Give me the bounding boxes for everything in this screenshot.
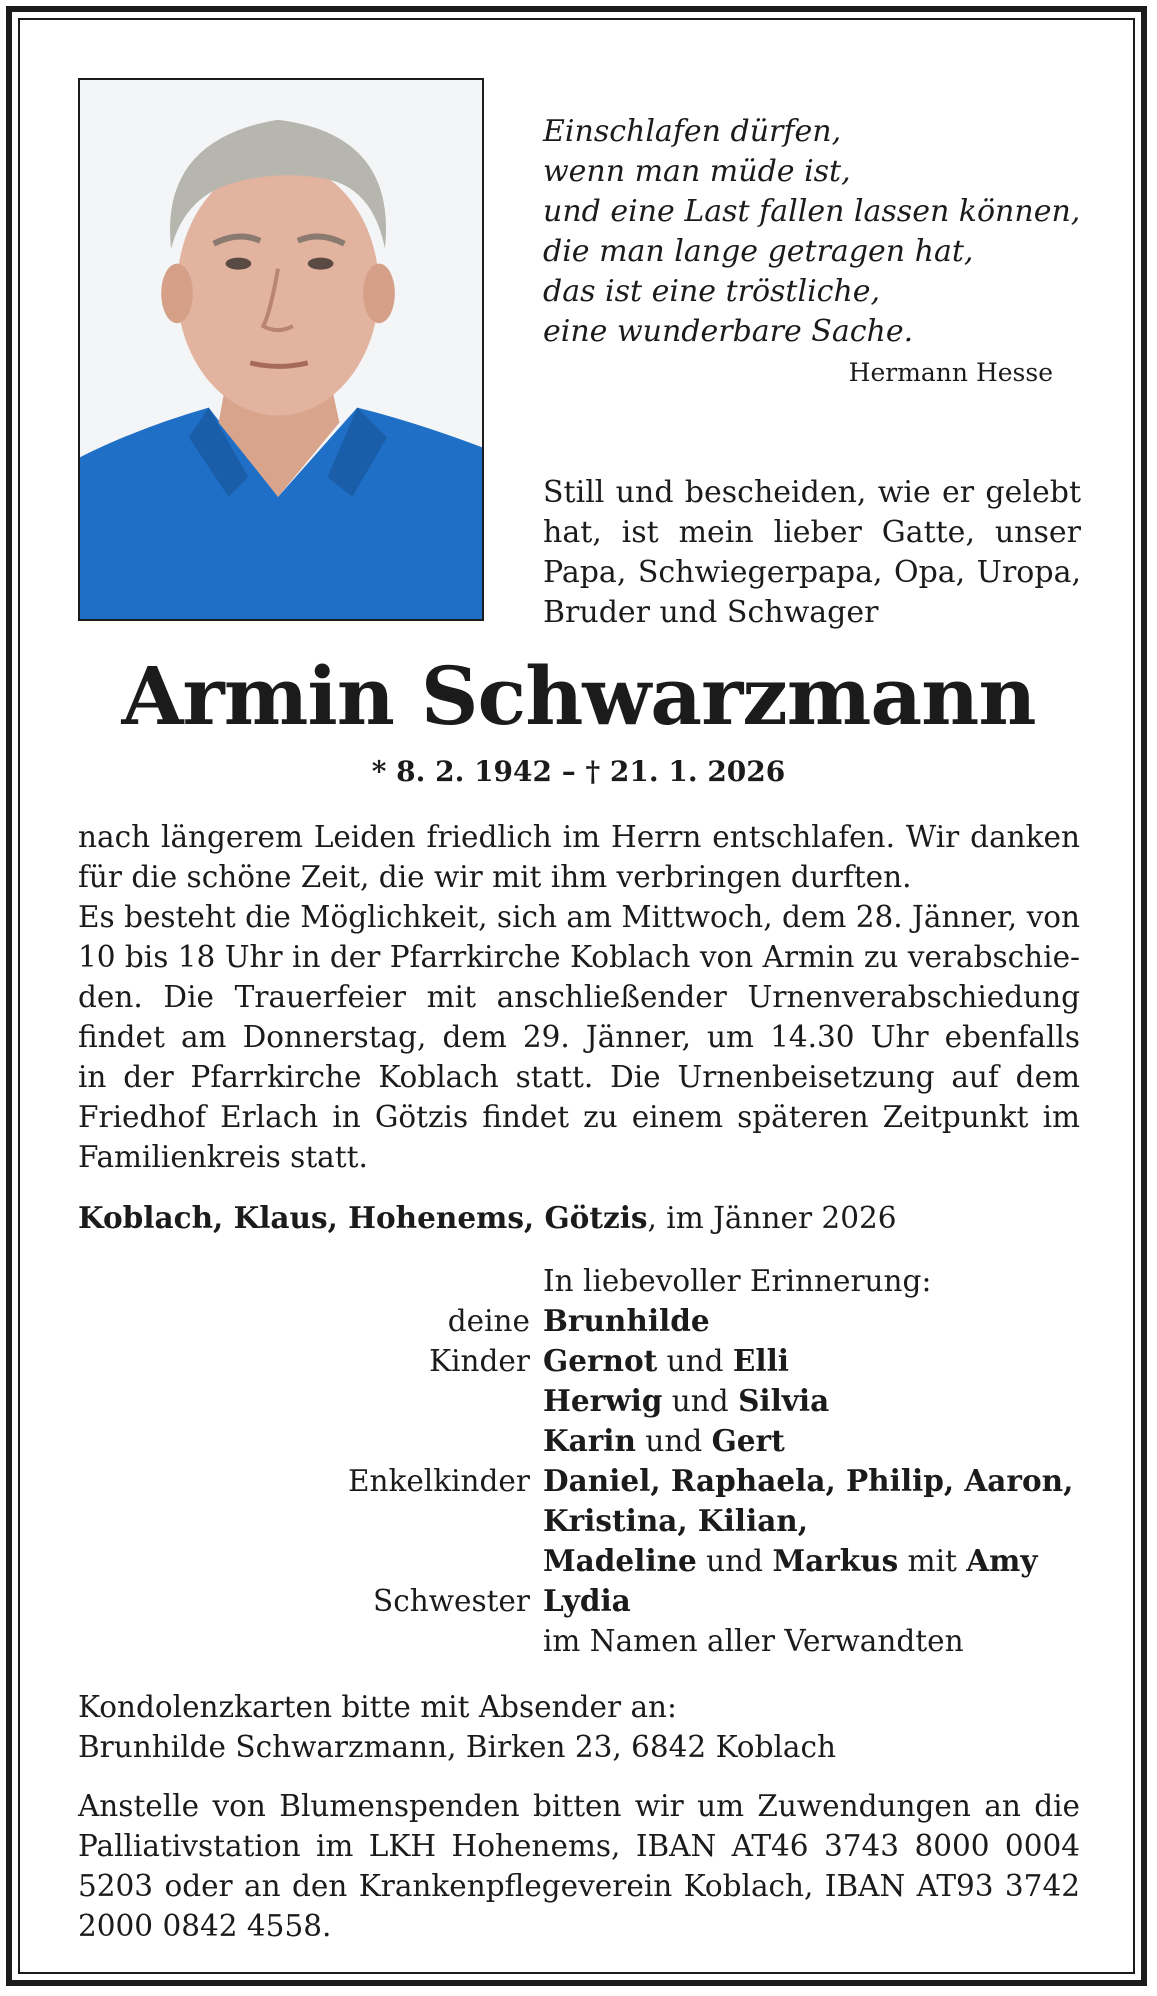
family-row: [78, 1341, 1080, 1381]
body-line: den. Die Trauerfeier mit anschließender Urnenverabschiedung: [78, 980, 1080, 1014]
family-names: [543, 1381, 829, 1421]
family-member-name: Brunhilde: [543, 1303, 710, 1338]
family-member-name: Lydia: [543, 1583, 631, 1618]
donation-line: Palliativstation im LKH Hohenems, IBAN AT46 3743 8000 0004: [78, 1829, 1080, 1863]
family-role: Enkelkinder: [347, 1464, 530, 1498]
family-names: [543, 1461, 1073, 1501]
body-line: Familienkreis statt.: [78, 1140, 368, 1174]
family-member-name: Karin: [543, 1423, 636, 1458]
family-row: [78, 1581, 1080, 1621]
body-line: Es besteht die Möglichkeit, sich am Mittwoch, dem 28. Jänner, von: [78, 900, 1080, 934]
family-list: [78, 1261, 1080, 1661]
body-line: Friedhof Erlach in Götzis findet zu einem späteren Zeitpunkt im: [78, 1100, 1080, 1134]
donation-line: 2000 0842 4558.: [78, 1909, 332, 1943]
condolence-address: [78, 1687, 1080, 1767]
poem-author: Hermann Hesse: [848, 358, 1053, 387]
donation-line: 5203 oder an den Krankenpflegeverein Koblach, IBAN AT93 3742: [78, 1869, 1080, 1903]
family-connector: mit: [898, 1544, 967, 1578]
intro-line: Papa, Schwiegerpapa, Opa, Uropa,: [543, 555, 1081, 590]
family-role: Kinder: [429, 1344, 530, 1378]
family-names: [543, 1541, 1038, 1581]
poem: [543, 112, 1081, 352]
poem-line: und eine Last fallen lassen können,: [543, 194, 1081, 229]
family-names: [543, 1501, 808, 1541]
portrait-photo: [78, 78, 484, 621]
family-member-name: Kristina, Kilian,: [543, 1503, 809, 1538]
family-row: [78, 1541, 1080, 1581]
donation-note: [78, 1786, 1080, 1946]
family-member-name: Daniel, Raphaela, Philip, Aaron,: [543, 1463, 1074, 1498]
family-names: [543, 1341, 789, 1381]
family-role: Schwester: [373, 1584, 530, 1618]
poem-line: die man lange getragen hat,: [543, 234, 974, 269]
family-member-name: Madeline: [543, 1543, 697, 1578]
place-towns: Koblach, Klaus, Hohenems, Götzis: [78, 1200, 648, 1235]
family-row: [78, 1381, 1080, 1421]
body-line: nach längerem Leiden friedlich im Herrn entschlafen. Wir danken: [78, 820, 1080, 854]
poem-line: das ist eine tröstliche,: [543, 274, 881, 309]
body-line: in der Pfarrkirche Koblach statt. Die Urnenbeisetzung auf dem: [78, 1060, 1080, 1094]
family-connector: und: [635, 1424, 712, 1458]
family-names: [543, 1301, 710, 1341]
family-member-name: Herwig: [543, 1383, 663, 1418]
family-role: deine: [447, 1304, 530, 1338]
intro-text: [543, 473, 1081, 633]
poem-line: eine wunderbare Sache.: [543, 314, 914, 349]
family-rows: [78, 1301, 1080, 1661]
place-month: , im Jänner 2026: [647, 1201, 897, 1235]
intro-line: Bruder und Schwager: [543, 595, 879, 630]
intro-line: hat, ist mein lieber Gatte, unser: [543, 515, 1081, 550]
condolence-line: Kondolenzkarten bitte mit Absender an:: [78, 1690, 677, 1724]
family-member-name: Elli: [732, 1343, 790, 1378]
body-line: für die schöne Zeit, die wir mit ihm verbringen durften.: [78, 860, 912, 894]
family-member-name: Gert: [711, 1423, 785, 1458]
life-dates: * 8. 2. 1942 – † 21. 1. 2026: [371, 755, 786, 788]
family-connector: und: [662, 1384, 739, 1418]
family-row: [78, 1421, 1080, 1461]
place-date: [78, 1198, 1080, 1238]
body-line: 10 bis 18 Uhr in der Pfarrkirche Koblach von Armin zu verabschie-: [78, 940, 1080, 974]
family-row: [78, 1301, 1080, 1341]
poem-line: Einschlafen dürfen,: [543, 114, 842, 149]
poem-line: wenn man müde ist,: [543, 154, 851, 189]
body-line: findet am Donnerstag, dem 29. Jänner, um 14.30 Uhr ebenfalls: [78, 1020, 1080, 1054]
family-row: [78, 1461, 1080, 1501]
family-member-name: Gernot: [543, 1343, 658, 1378]
intro-line: Still und bescheiden, wie er gelebt: [543, 475, 1081, 510]
family-names: [543, 1581, 631, 1621]
deceased-name: Armin Schwarzmann: [121, 649, 1036, 743]
family-heading-row: [78, 1261, 1080, 1301]
family-member-name: Markus: [772, 1543, 899, 1578]
family-row: [78, 1621, 1080, 1661]
family-member-name: Silvia: [738, 1383, 830, 1418]
family-member-name: Amy: [966, 1543, 1038, 1578]
announcement-text: [78, 817, 1080, 1177]
donation-line: Anstelle von Blumenspenden bitten wir um Zuwendungen an die: [78, 1789, 1080, 1823]
condolence-line: Brunhilde Schwarzmann, Birken 23, 6842 Koblach: [78, 1730, 836, 1764]
family-names: [543, 1621, 964, 1661]
family-names: [543, 1421, 785, 1461]
family-row: [78, 1501, 1080, 1541]
family-connector: und: [696, 1544, 773, 1578]
family-connector: und: [657, 1344, 733, 1378]
family-heading: In liebevoller Erinnerung:: [543, 1264, 932, 1298]
family-connector: im Namen aller Verwandten: [543, 1624, 964, 1658]
